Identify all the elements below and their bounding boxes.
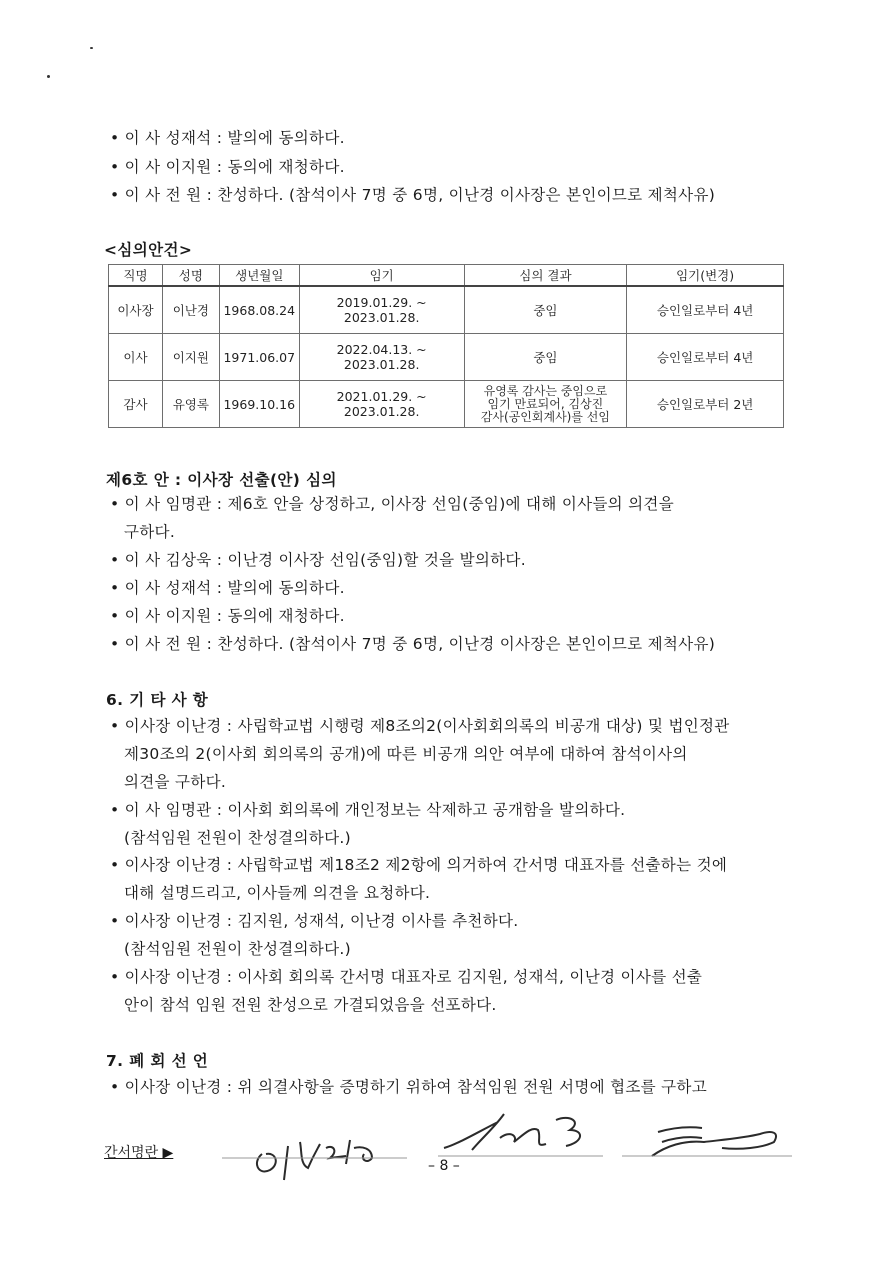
cell-name: 이난경 [162, 286, 219, 334]
scan-speck [47, 75, 50, 78]
agenda6-line: • 이 사 임명관 : 제6호 안을 상정하고, 이사장 선임(중임)에 대해 이사들의 의견을 [110, 495, 674, 513]
table-header-row [109, 265, 784, 287]
table-row [109, 381, 784, 428]
section7-title: 7. 폐 회 선 언 [106, 1052, 209, 1070]
section6-line: 대해 설명드리고, 이사들께 의견을 요청하다. [124, 884, 431, 902]
section6-line: (참석임원 전원이 찬성결의하다.) [124, 940, 351, 958]
agenda6-title: 제6호 안 : 이사장 선출(안) 심의 [106, 471, 337, 489]
result-line: 감사(공인회계사)를 선임 [480, 409, 610, 424]
table-row [109, 286, 784, 334]
agenda6-line: • 이 사 이지원 : 동의에 재청하다. [110, 607, 345, 625]
signature-2 [438, 1108, 603, 1160]
agenda6-line: • 이 사 전 원 : 찬성하다. (참석이사 7명 중 6명, 이난경 이사장은 본인이므로 제척사유) [110, 635, 716, 653]
cell-name: 이지원 [162, 334, 219, 381]
section6-title: 6. 기 타 사 항 [106, 691, 209, 709]
section7-line: • 이사장 이난경 : 위 의결사항을 증명하기 위하여 참석임원 전원 서명에 협조를 구하고 [110, 1078, 707, 1096]
cell-new-term: 승인일로부터 2년 [627, 381, 784, 428]
col-header: 생년월일 [219, 265, 299, 287]
cell-birthdate: 1971.06.07 [219, 334, 299, 381]
review-title: <심의안건> [104, 241, 193, 259]
section6-line: • 이 사 임명관 : 이사회 회의록에 개인정보는 삭제하고 공개함을 발의하다. [110, 801, 626, 819]
section6-line: • 이사장 이난경 : 사립학교법 제18조2 제2항에 의거하여 간서명 대표자를 선출하는 것에 [110, 856, 728, 874]
section6-line: • 이사장 이난경 : 이사회 회의록 간서명 대표자로 김지원, 성재석, 이난경 이사를 선출 [110, 968, 703, 986]
cell-term: 2019.01.29. ~ 2023.01.28. [299, 286, 464, 334]
vote-line: • 이 사 전 원 : 찬성하다. (참석이사 7명 중 6명, 이난경 이사장은 본인이므로 제척사유) [110, 186, 716, 204]
result-line: 임기 만료되어, 김상진 [487, 396, 604, 411]
cell-term: 2022.04.13. ~ 2023.01.28. [299, 334, 464, 381]
scan-speck [90, 47, 93, 49]
section6-line: (참석임원 전원이 찬성결의하다.) [124, 829, 351, 847]
agenda6-line: • 이 사 김상욱 : 이난경 이사장 선임(중임)할 것을 발의하다. [110, 551, 526, 569]
section6-line: • 이사장 이난경 : 김지원, 성재석, 이난경 이사를 추천하다. [110, 912, 519, 930]
agenda6-line: 구하다. [124, 523, 176, 541]
section6-line: 의견을 구하다. [124, 773, 227, 791]
cell-new-term: 승인일로부터 4년 [627, 334, 784, 381]
signature-3 [622, 1112, 792, 1160]
col-header: 임기 [299, 265, 464, 287]
cell-name: 유영록 [162, 381, 219, 428]
agenda6-line: • 이 사 성재석 : 발의에 동의하다. [110, 579, 345, 597]
cell-position: 감사 [109, 381, 163, 428]
col-header: 성명 [162, 265, 219, 287]
signature-label: 간서명란 ▶ [104, 1145, 174, 1161]
cell-birthdate: 1968.08.24 [219, 286, 299, 334]
cell-position: 이사장 [109, 286, 163, 334]
cell-result: 중임 [464, 286, 627, 334]
section6-line: 안이 참석 임원 전원 찬성으로 가결되었음을 선포하다. [124, 996, 497, 1014]
cell-result [464, 381, 627, 428]
cell-position: 이사 [109, 334, 163, 381]
col-header: 임기(변경) [627, 265, 784, 287]
cell-birthdate: 1969.10.16 [219, 381, 299, 428]
cell-new-term: 승인일로부터 4년 [627, 286, 784, 334]
cell-term: 2021.01.29. ~ 2023.01.28. [299, 381, 464, 428]
section6-line: 제30조의 2(이사회 회의록의 공개)에 따른 비공개 의안 여부에 대하여 참석이사의 [124, 745, 688, 763]
vote-line: • 이 사 성재석 : 발의에 동의하다. [110, 129, 345, 147]
col-header: 직명 [109, 265, 163, 287]
signature-1 [222, 1118, 407, 1186]
col-header: 심의 결과 [464, 265, 627, 287]
review-table [108, 264, 784, 428]
cell-result: 중임 [464, 334, 627, 381]
table-row [109, 334, 784, 381]
vote-line: • 이 사 이지원 : 동의에 재청하다. [110, 158, 345, 176]
result-line: 유영록 감사는 중임으로 [483, 383, 608, 398]
section6-line: • 이사장 이난경 : 사립학교법 시행령 제8조의2(이사회회의록의 비공개 대상) 및 법인정관 [110, 717, 730, 735]
page-number: – 8 – [428, 1158, 460, 1174]
